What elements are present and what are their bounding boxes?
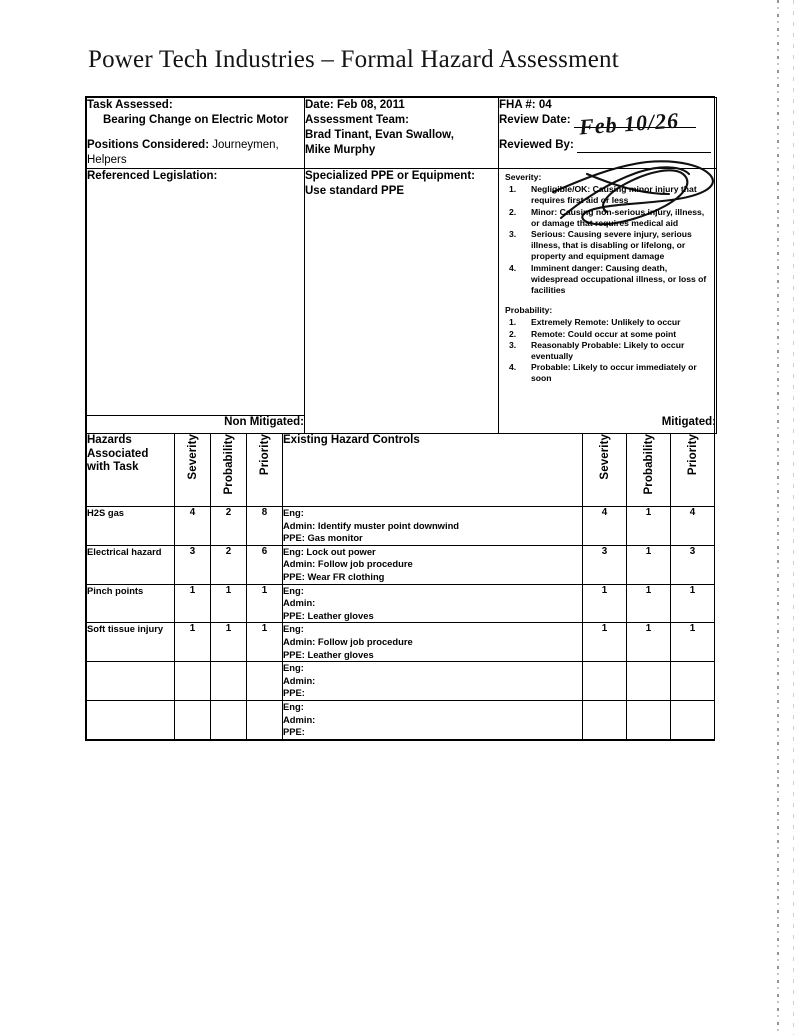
cell-priority: 6 [247,545,283,584]
cell-probability[interactable] [211,662,247,701]
severity-item [505,184,711,206]
severity-item [505,263,711,297]
cell-mitigated-probability: 1 [627,623,671,662]
header-row-legislation [87,169,717,416]
hazard-controls-table [86,433,715,740]
control-eng: Eng: [283,700,304,712]
cell-hazard: Electrical hazard [87,545,175,584]
assessment-team-label: Assessment Team: [305,114,409,126]
specialized-ppe-value: Use standard PPE [305,185,405,197]
probability-item-text: Reasonably Probable: Likely to occur eventually [531,339,685,362]
col-header-mitigated-priority [671,434,715,507]
cell-probability: 1 [211,584,247,623]
col-header-probability [211,434,247,507]
probability-item-text: Extremely Remote: Unlikely to occur [531,317,681,328]
date-team-cell [305,98,499,169]
cell-mitigated-probability[interactable] [627,700,671,739]
severity-item-text: Minor: Causing non-serious injury, illness, or damage that requires medical aid [531,206,705,228]
cell-mitigated-severity[interactable] [583,662,627,701]
probability-item-number: 1. [509,317,517,328]
date-label: Date: [305,99,334,111]
cell-mitigated-severity: 1 [583,623,627,662]
cell-hazard: H2S gas [87,507,175,546]
cell-priority[interactable] [247,662,283,701]
table-row[interactable] [87,623,715,662]
severity-item-text: Negligible/OK: Causing minor injury that requires first aid or less [531,184,697,206]
col-header-controls-label: Existing Hazard Controls [283,434,420,446]
assessment-team-line1: Brad Tinant, Evan Swallow, [305,129,454,141]
cell-severity: 1 [175,584,211,623]
non-mitigated-label: Non Mitigated: [224,416,304,428]
cell-mitigated-probability: 1 [627,507,671,546]
control-admin: Admin: [283,597,316,609]
cell-mitigated-probability: 1 [627,584,671,623]
page-title: Power Tech Industries – Formal Hazard Assessment [88,46,619,73]
severity-heading: Severity: [505,172,542,182]
cell-mitigated-priority: 1 [671,584,715,623]
review-date-handwritten-value: Feb 10/26 [578,107,680,140]
control-eng: Eng: [283,584,304,596]
control-eng: Eng: [283,623,304,635]
cell-severity[interactable] [175,700,211,739]
fha-number-value: 04 [538,99,552,111]
mitigated-label: Mitigated: [661,416,716,428]
positions-considered-label: Positions Considered: [87,139,210,151]
severity-item-text: Imminent danger: Causing death, widespread occupational illness, or loss of facilities [531,262,707,296]
col-header-mitigated-priority-label: Priority [686,434,699,476]
cell-mitigated-priority: 1 [671,623,715,662]
cell-severity[interactable] [175,662,211,701]
cell-mitigated-severity: 3 [583,545,627,584]
hazard-table-header-row [87,434,715,507]
mitigated-bar-table [86,416,716,433]
review-date-rule[interactable] [574,114,696,128]
control-admin: Admin: Follow job procedure [283,558,413,570]
cell-probability[interactable] [211,700,247,739]
probability-item [505,317,711,328]
cell-controls [283,623,583,662]
control-admin: Admin: [283,674,316,686]
probability-item-text: Remote: Could occur at some point [531,328,677,339]
cell-priority: 8 [247,507,283,546]
cell-hazard[interactable] [87,700,175,739]
severity-item [505,207,711,229]
col-header-priority-label: Priority [258,434,271,476]
table-row[interactable] [87,584,715,623]
specialized-ppe-label: Specialized PPE or Equipment: [305,170,475,182]
cell-controls [283,545,583,584]
mitigated-label-cell [498,416,716,433]
col-header-priority [247,434,283,507]
reviewed-by-label: Reviewed By: [499,139,574,151]
cell-mitigated-priority: 3 [671,545,715,584]
severity-item-text: Serious: Causing severe injury, serious illness, that is disabling or lifelong, or property and equipment damage [531,229,692,262]
cell-mitigated-priority[interactable] [671,700,715,739]
control-eng: Eng: [283,662,304,674]
task-assessed-label: Task Assessed: [87,99,173,111]
cell-priority: 1 [247,623,283,662]
severity-item [505,229,711,263]
form-header-table [86,97,717,434]
control-ppe: PPE: Leather gloves [283,648,374,660]
scan-artifact-line-secondary [793,0,794,1035]
col-header-controls [283,434,583,507]
severity-probability-legend-cell [499,169,717,434]
probability-item-text: Probable: Likely to occur immediately or soon [531,362,697,384]
probability-item-number: 4. [509,362,517,373]
fha-number-label: FHA #: [499,99,536,111]
col-header-mitigated-severity-label: Severity [598,434,611,480]
col-header-mitigated-severity [583,434,627,507]
cell-priority: 1 [247,584,283,623]
header-row-task [87,98,717,169]
control-ppe: PPE: [283,726,305,738]
probability-item-number: 3. [509,339,517,350]
control-admin: Admin: [283,713,316,725]
table-row[interactable] [87,662,715,701]
col-header-mitigated-probability [627,434,671,507]
task-assessed-cell [87,98,305,169]
cell-probability: 1 [211,623,247,662]
cell-hazard: Soft tissue injury [87,623,175,662]
table-row[interactable] [87,700,715,739]
reviewed-by-rule[interactable] [577,139,711,153]
control-ppe: PPE: [283,687,305,699]
referenced-legislation-label: Referenced Legislation: [87,170,218,182]
cell-mitigated-priority[interactable] [671,662,715,701]
cell-severity: 4 [175,507,211,546]
cell-mitigated-probability: 1 [627,545,671,584]
table-row[interactable] [87,545,715,584]
cell-mitigated-probability[interactable] [627,662,671,701]
hazard-assessment-form [85,96,715,741]
referenced-legislation-cell [87,169,305,416]
task-assessed-value: Bearing Change on Electric Motor [103,114,289,126]
probability-item [505,362,711,384]
col-header-hazards [87,434,175,507]
col-header-mitigated-probability-label: Probability [642,434,655,495]
date-value: Feb 08, 2011 [336,99,405,111]
cell-controls[interactable] [283,662,583,701]
cell-priority[interactable] [247,700,283,739]
cell-mitigated-severity[interactable] [583,700,627,739]
specialized-ppe-cell [305,169,499,434]
col-header-probability-label: Probability [222,434,235,495]
control-admin: Admin: Identify muster point downwind [283,519,460,531]
fha-review-cell [499,98,717,169]
severity-item-number: 2. [509,206,517,217]
probability-heading: Probability: [505,305,553,316]
cell-severity: 1 [175,623,211,662]
probability-item [505,340,711,362]
cell-controls [283,507,583,546]
col-header-hazards-label: Hazards Associated with Task [87,434,149,473]
cell-hazard[interactable] [87,662,175,701]
severity-item-number: 3. [509,229,517,240]
control-ppe: PPE: Leather gloves [283,609,374,621]
severity-item-number: 1. [509,184,517,195]
assessment-team-line2: Mike Murphy [305,144,376,156]
cell-severity: 3 [175,545,211,584]
control-admin: Admin: Follow job procedure [283,635,413,647]
col-header-severity [175,434,211,507]
control-ppe: PPE: Wear FR clothing [283,570,385,582]
cell-probability: 2 [211,545,247,584]
probability-item [505,329,711,340]
cell-probability: 2 [211,507,247,546]
severity-scale-list [505,184,711,296]
control-eng: Eng: Lock out power [283,545,376,557]
cell-controls [283,584,583,623]
positions-considered-value: Journeymen, Helpers [87,139,279,166]
control-eng: Eng: [283,507,304,518]
probability-item-number: 2. [509,328,517,339]
severity-item-number: 4. [509,262,517,273]
review-date-label: Review Date: [499,114,571,126]
cell-controls[interactable] [283,700,583,739]
cell-hazard: Pinch points [87,584,175,623]
probability-scale-list [505,317,711,384]
col-header-severity-label: Severity [186,434,199,480]
cell-mitigated-priority: 4 [671,507,715,546]
control-ppe: PPE: Gas monitor [283,532,363,544]
scan-artifact-line [777,0,779,1035]
cell-mitigated-severity: 4 [583,507,627,546]
table-row[interactable] [87,507,715,546]
cell-mitigated-severity: 1 [583,584,627,623]
